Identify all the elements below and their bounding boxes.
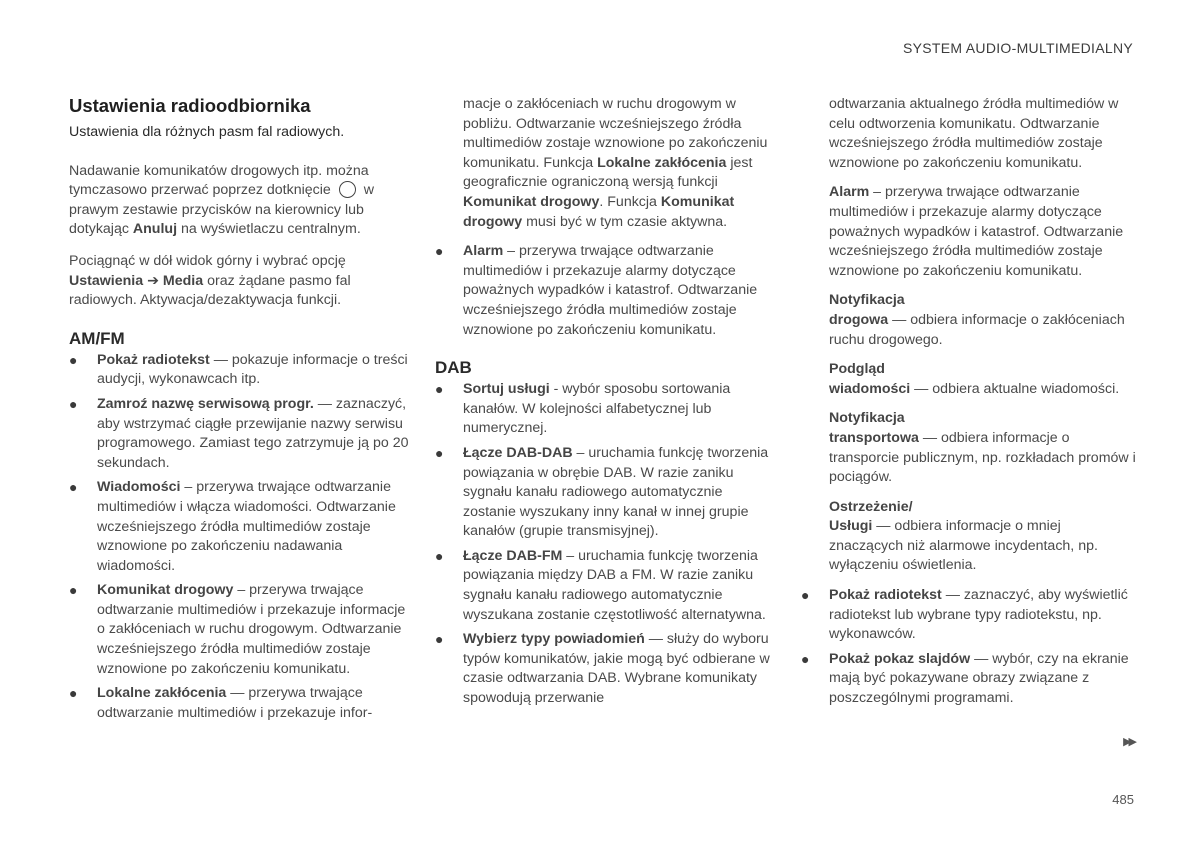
- bullet-icon: ●: [435, 631, 444, 648]
- column-1: [69, 95, 409, 728]
- page-subtitle: Ustawienia dla różnych pasm fal radiowych.: [69, 124, 345, 140]
- continued-text: macje o zakłóceniach w ruchu drogowym w pobliżu. Odtwarzanie wcześniejszego źródła multimediów zostaje wznowione po zakończeniu komunikatu. Funkcja Lokalne zakłócenia jest geograficznie ograniczoną wersją funkcji Komunikat drogowy. Funkcja Komunikat drogowy musi być w tym czasie aktywna.: [463, 96, 768, 230]
- column-3: [801, 95, 1136, 714]
- bullet-icon: ●: [435, 547, 444, 564]
- list-item: ● Komunikat drogowy – przerywa trwające odtwarzanie multimediów i przekazuje informacje o zakłóceniach w ruchu drogowym. Odtwarzanie wcześniejszego źródła multimediów zostaje wznowione po zakończeniu komunikatu.: [69, 582, 406, 677]
- notification-road-heading: Notyfikacja: [829, 292, 905, 309]
- bullet-icon: ●: [435, 243, 444, 260]
- list-item: ● Wybierz typy powiadomień — służy do wyboru typów komunikatów, jakie mogą być odbierane w czasie odtwarzania DAB. Wybrane komunikaty spowodują przerwanie: [435, 631, 770, 707]
- bullet-icon: ●: [69, 582, 78, 599]
- page-title: Ustawienia radioodbiornika: [69, 95, 311, 116]
- circle-button-icon: [339, 181, 356, 198]
- column-2: [435, 95, 775, 714]
- amfm-list: [69, 351, 409, 724]
- preview-heading: Podgląd: [829, 361, 885, 378]
- notification-road-text: drogowa — odbiera informacje o zakłóceniach ruchu drogowego.: [829, 311, 1125, 348]
- list-item: ● Lokalne zakłócenia — przerywa trwające odtwarzanie multimediów i przekazuje infor-: [69, 685, 373, 721]
- next-page-icon: ▶▶: [1123, 736, 1134, 748]
- dab-list: [435, 380, 775, 709]
- warning-text: Usługi — odbiera informacje o mniej znaczących niż alarmowe incydentach, np. wyłączeniu oświetlenia.: [829, 518, 1098, 574]
- paragraph-interrupt: Nadawanie komunikatów drogowych itp. można tymczasowo przerwać poprzez dotknięcie w prawym zestawie przycisków na kierownicy lub dotykając Anuluj na wyświetlaczu centralnym.: [69, 162, 374, 238]
- bullet-icon: ●: [69, 351, 78, 368]
- list-item: ● Pokaż radiotekst — pokazuje informacje o treści audycji, wykonawcach itp.: [69, 351, 408, 388]
- notification-transport-heading: Notyfikacja: [829, 410, 905, 427]
- warning-heading: Ostrzeżenie/: [829, 498, 913, 515]
- section-header: SYSTEM AUDIO-MULTIMEDIALNY: [902, 40, 1133, 56]
- list-item: ● Pokaż radiotekst — zaznaczyć, aby wyświetlić radiotekst lub wybrane typy radiotekstu, np. wykonawców.: [801, 587, 1128, 643]
- list-item: ● Łącze DAB-FM – uruchamia funkcję tworzenia powiązania między DAB a FM. W razie zaniku sygnału kanału radiowego automatycznie wyszukana zostanie częstotliwość alternatywna.: [435, 547, 766, 623]
- bullet-icon: ●: [435, 381, 444, 398]
- preview-text: wiadomości — odbiera aktualne wiadomości.: [829, 380, 1120, 397]
- list-item: ● Alarm – przerywa trwające odtwarzanie multimediów i przekazuje alarmy dotyczące poważnych wypadków i katastrof. Odtwarzanie wcześniejszego źródła multimediów zostaje wznowione po zakończeniu komunikatu.: [435, 243, 758, 338]
- bullet-icon: ●: [801, 587, 810, 604]
- list-item: ● Sortuj usługi - wybór sposobu sortowania kanałów. W kolejności alfabetycznej lub numerycznej.: [435, 381, 731, 437]
- alarm-list: [435, 242, 775, 340]
- section-heading-amfm: AM/FM: [69, 328, 125, 348]
- notification-transport-text: transportowa — odbiera informacje o transporcie publicznym, np. rozkładach promów i pociągów.: [829, 429, 1136, 486]
- bullet-icon: ●: [69, 685, 78, 702]
- alarm-text: Alarm – przerywa trwające odtwarzanie multimediów i przekazuje alarmy dotyczące poważnych wypadków i katastrof. Odtwarzanie wcześniejszego źródła multimediów zostaje wznowione po zakończeniu komunikatu.: [829, 184, 1124, 279]
- list-item: ● Pokaż pokaz slajdów — wybór, czy na ekranie mają być pokazywane obrazy związane z poszczególnymi programami.: [801, 650, 1129, 707]
- paragraph-settings: Pociągnąć w dół widok górny i wybrać opcję Ustawienia ➔ Media oraz żądane pasmo fal radiowych. Aktywacja/dezaktywacja funkcji.: [69, 252, 351, 309]
- page-number: 485: [1112, 792, 1134, 807]
- list-item: ● Zamroź nazwę serwisową progr. — zaznaczyć, aby wstrzymać ciągłe przewijanie nazwy serwisu programowego. Zamiast tego zatrzymuje ją po 20 sekundach.: [69, 395, 409, 471]
- section-heading-dab: DAB: [435, 358, 472, 378]
- bullet-icon: ●: [69, 479, 78, 496]
- list-item: ● Wiadomości – przerywa trwające odtwarzanie multimediów i włącza wiadomości. Odtwarzanie wcześniejszego źródła multimediów zostaje wznowione po zakończeniu nadawania wiadomości.: [69, 479, 396, 574]
- arrow-right-icon: ➔: [147, 272, 159, 289]
- display-list: [801, 586, 1136, 709]
- bullet-icon: ●: [69, 395, 78, 412]
- bullet-icon: ●: [435, 444, 444, 461]
- list-item: ● Łącze DAB-DAB – uruchamia funkcję tworzenia powiązania w obrębie DAB. W razie zaniku sygnału kanału radiowego automatycznie zostanie wyszukany inny kanał w innej grupie kanałów (grupie transmisyjnej).: [435, 444, 769, 540]
- bullet-icon: ●: [801, 650, 810, 667]
- continued-text: odtwarzania aktualnego źródła multimediów w celu odtworzenia komunikatu. Odtwarzanie wcześniejszego źródła multimediów zostaje wznowione po zakończeniu komunikatu.: [829, 96, 1119, 171]
